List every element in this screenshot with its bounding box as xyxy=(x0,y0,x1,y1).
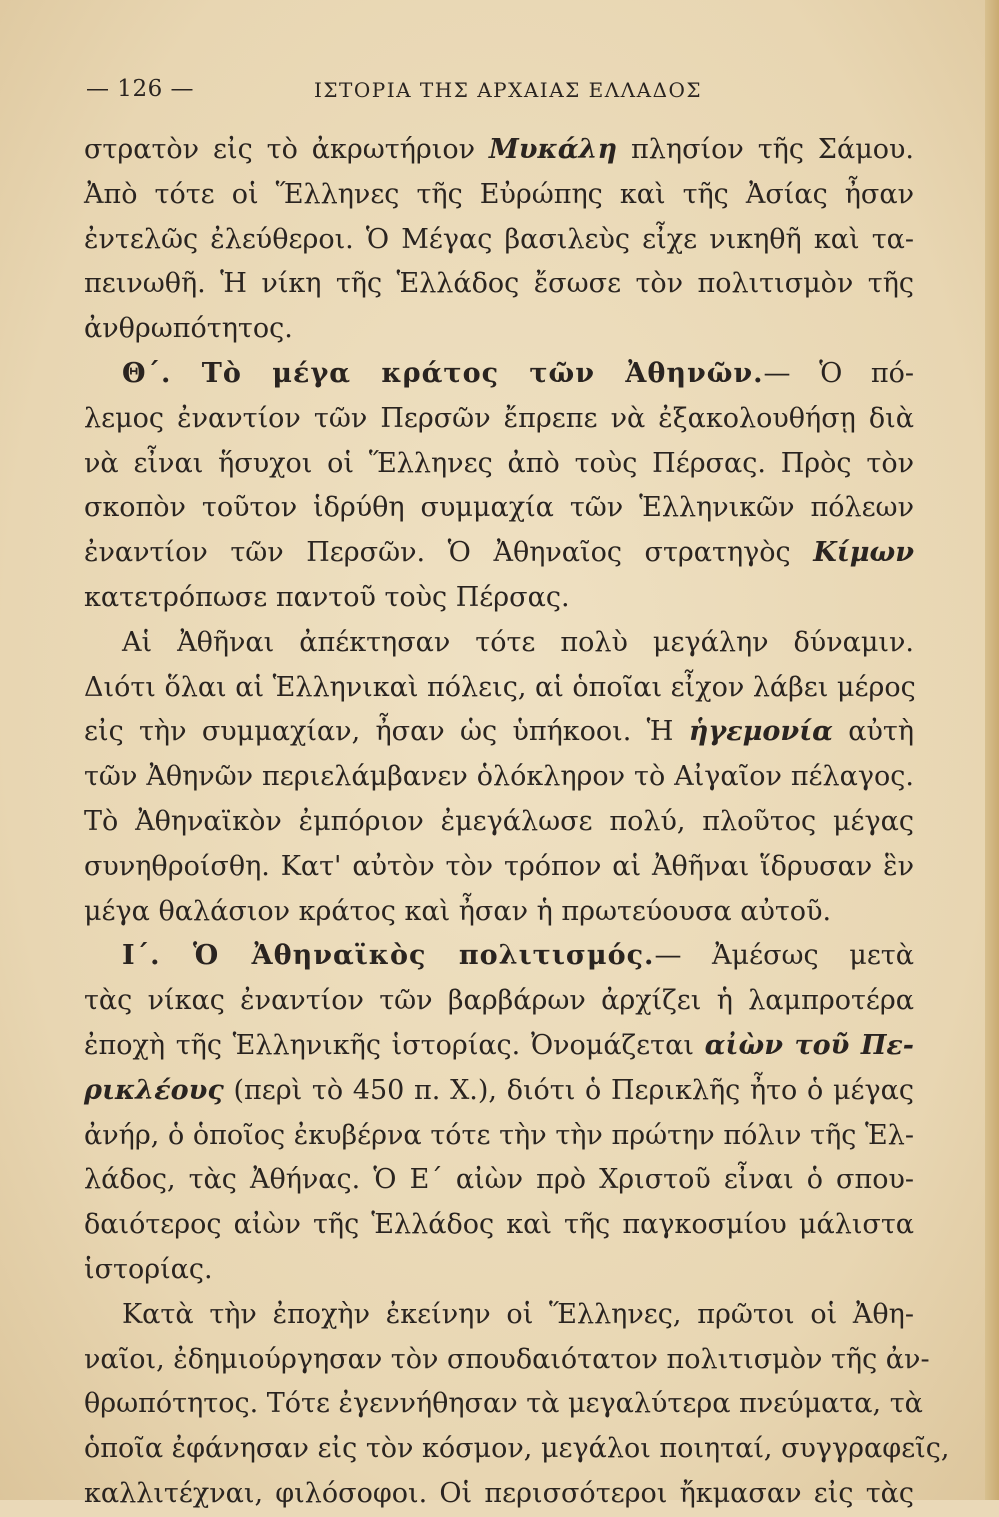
section-title: Ι΄. Ὁ Ἀθηναϊκὸς πολιτισμός. xyxy=(122,940,655,972)
text-line: Τὸ Ἀθηναϊκὸν ἐμπόριον ἐμεγάλωσε πολύ, πλοῦτος μέγας xyxy=(84,805,914,837)
text-line: στρατὸν εἰς τὸ ἀκρωτήριον Μυκάλη πλησίον τῆς Σάμου. xyxy=(84,134,914,165)
running-title: ΙΣΤΟΡΙΑ ΤΗΣ ΑΡΧΑΙΑΣ ΕΛΛΑΔΟΣ xyxy=(314,78,703,102)
text-line: Διότι ὅλαι αἱ Ἑλληνικαὶ πόλεις, αἱ ὁποῖαι εἶχον λάβει μέρος xyxy=(84,671,916,703)
text-line: ἐντελῶς ἐλεύθεροι. Ὁ Μέγας βασιλεὺς εἶχε νικηθῆ καὶ τα- xyxy=(84,223,914,255)
text-line: ρικλέους (περὶ τὸ 450 π. Χ.), διότι ὁ Περικλῆς ἦτο ὁ μέγας xyxy=(84,1074,914,1106)
text-line: Αἱ Ἀθῆναι ἀπέκτησαν τότε πολὺ μεγάλην δύναμιν. xyxy=(122,626,914,658)
text-line: συνηθροίσθη. Κατ' αὐτὸν τὸν τρόπον αἱ Ἀθῆναι ἵδρυσαν ἓν xyxy=(84,850,914,882)
text-line: σκοπὸν τοῦτον ἱδρύθη συμμαχία τῶν Ἑλληνικῶν πόλεων xyxy=(84,492,914,524)
running-header xyxy=(86,72,726,112)
text-line: ἀνήρ, ὁ ὁποῖος ἐκυβέρνα τότε τὴν τὴν πρώτην πόλιν τῆς Ἑλ- xyxy=(84,1119,914,1151)
text-line: μέγα θαλάσιον κράτος καὶ ἦσαν ἡ πρωτεύουσα αὐτοῦ. xyxy=(84,895,832,927)
body-text xyxy=(84,128,950,1517)
text-line: καλλιτέχναι, φιλόσοφοι. Οἱ περισσότεροι ἤκμασαν εἰς τὰς xyxy=(84,1477,914,1509)
emphasis-aion-perikleous: αἰὼν τοῦ Πε- xyxy=(704,1029,915,1061)
text-line: ὁποῖα ἐφάνησαν εἰς τὸν κόσμον, μεγάλοι ποιηταί, συγγραφεῖς, xyxy=(84,1433,950,1465)
text-line: ἀνθρωπότητος. xyxy=(84,313,293,345)
emphasis-kimon: Κίμων xyxy=(813,537,914,569)
text-line: εἰς τὴν συμμαχίαν, ἦσαν ὡς ὑπήκοοι. Ἡ ἡγεμονία αὐτὴ xyxy=(84,716,915,748)
text-line: λεμος ἐναντίον τῶν Περσῶν ἔπρεπε νὰ ἐξακολουθήσῃ διὰ xyxy=(84,402,914,434)
text-line: ἱστορίας. xyxy=(84,1253,213,1285)
section-title: Θ΄. Τὸ μέγα κράτος τῶν Ἀθηνῶν. xyxy=(122,357,764,389)
text-line: ἐποχὴ τῆς Ἑλληνικῆς ἱστορίας. Ὀνομάζεται αἰὼν τοῦ Πε- xyxy=(84,1029,915,1061)
section-heading-theta: Θ΄. Τὸ μέγα κράτος τῶν Ἀθηνῶν.— Ὁ πό- xyxy=(122,357,914,389)
text-line: τὰς νίκας ἐναντίον τῶν βαρβάρων ἀρχίζει ἡ λαμπροτέρα xyxy=(84,985,914,1017)
page-spine-edge xyxy=(985,0,999,1500)
text-line: Κατὰ τὴν ἐποχὴν ἐκείνην οἱ Ἕλληνες, πρῶτοι οἱ Ἀθη- xyxy=(122,1298,914,1330)
text-line: ναῖοι, ἐδημιούργησαν τὸν σπουδαιότατον πολιτισμὸν τῆς ἀν- xyxy=(84,1343,930,1375)
text-line: νὰ εἶναι ἥσυχοι οἱ Ἕλληνες ἀπὸ τοὺς Πέρσας. Πρὸς τὸν xyxy=(84,447,914,479)
text-line: κατετρόπωσε παντοῦ τοὺς Πέρσας. xyxy=(84,581,570,613)
page-number: — 126 — xyxy=(86,76,195,102)
text-line: λάδος, τὰς Ἀθήνας. Ὁ Ε΄ αἰὼν πρὸ Χριστοῦ εἶναι ὁ σπου- xyxy=(84,1164,914,1196)
section-heading-iota: Ι΄. Ὁ Ἀθηναϊκὸς πολιτισμός.— Ἀμέσως μετὰ xyxy=(122,940,914,972)
emphasis-aion-perikleous-cont: ρικλέους xyxy=(84,1074,224,1106)
text-line: δαιότερος αἰὼν τῆς Ἑλλάδος καὶ τῆς παγκοσμίου μάλιστα xyxy=(84,1209,914,1241)
text-line: τῶν Ἀθηνῶν περιελάμβανεν ὁλόκληρον τὸ Αἰγαῖον πέλαγος. xyxy=(84,761,914,793)
text-line: θρωπότητος. Τότε ἐγεννήθησαν τὰ μεγαλύτερα πνεύματα, τὰ xyxy=(84,1388,923,1420)
emphasis-hegemonia: ἡγεμονία xyxy=(688,716,833,748)
emphasis-mykali: Μυκάλη xyxy=(488,134,618,165)
text-line: ἐναντίον τῶν Περσῶν. Ὁ Ἀθηναῖος στρατηγὸς Κίμων xyxy=(84,537,914,569)
text-line: Ἀπὸ τότε οἱ Ἕλληνες τῆς Εὐρώπης καὶ τῆς Ἀσίας ἦσαν xyxy=(84,178,914,210)
text-line: πεινωθῆ. Ἡ νίκη τῆς Ἑλλάδος ἔσωσε τὸν πολιτισμὸν τῆς xyxy=(84,268,914,300)
